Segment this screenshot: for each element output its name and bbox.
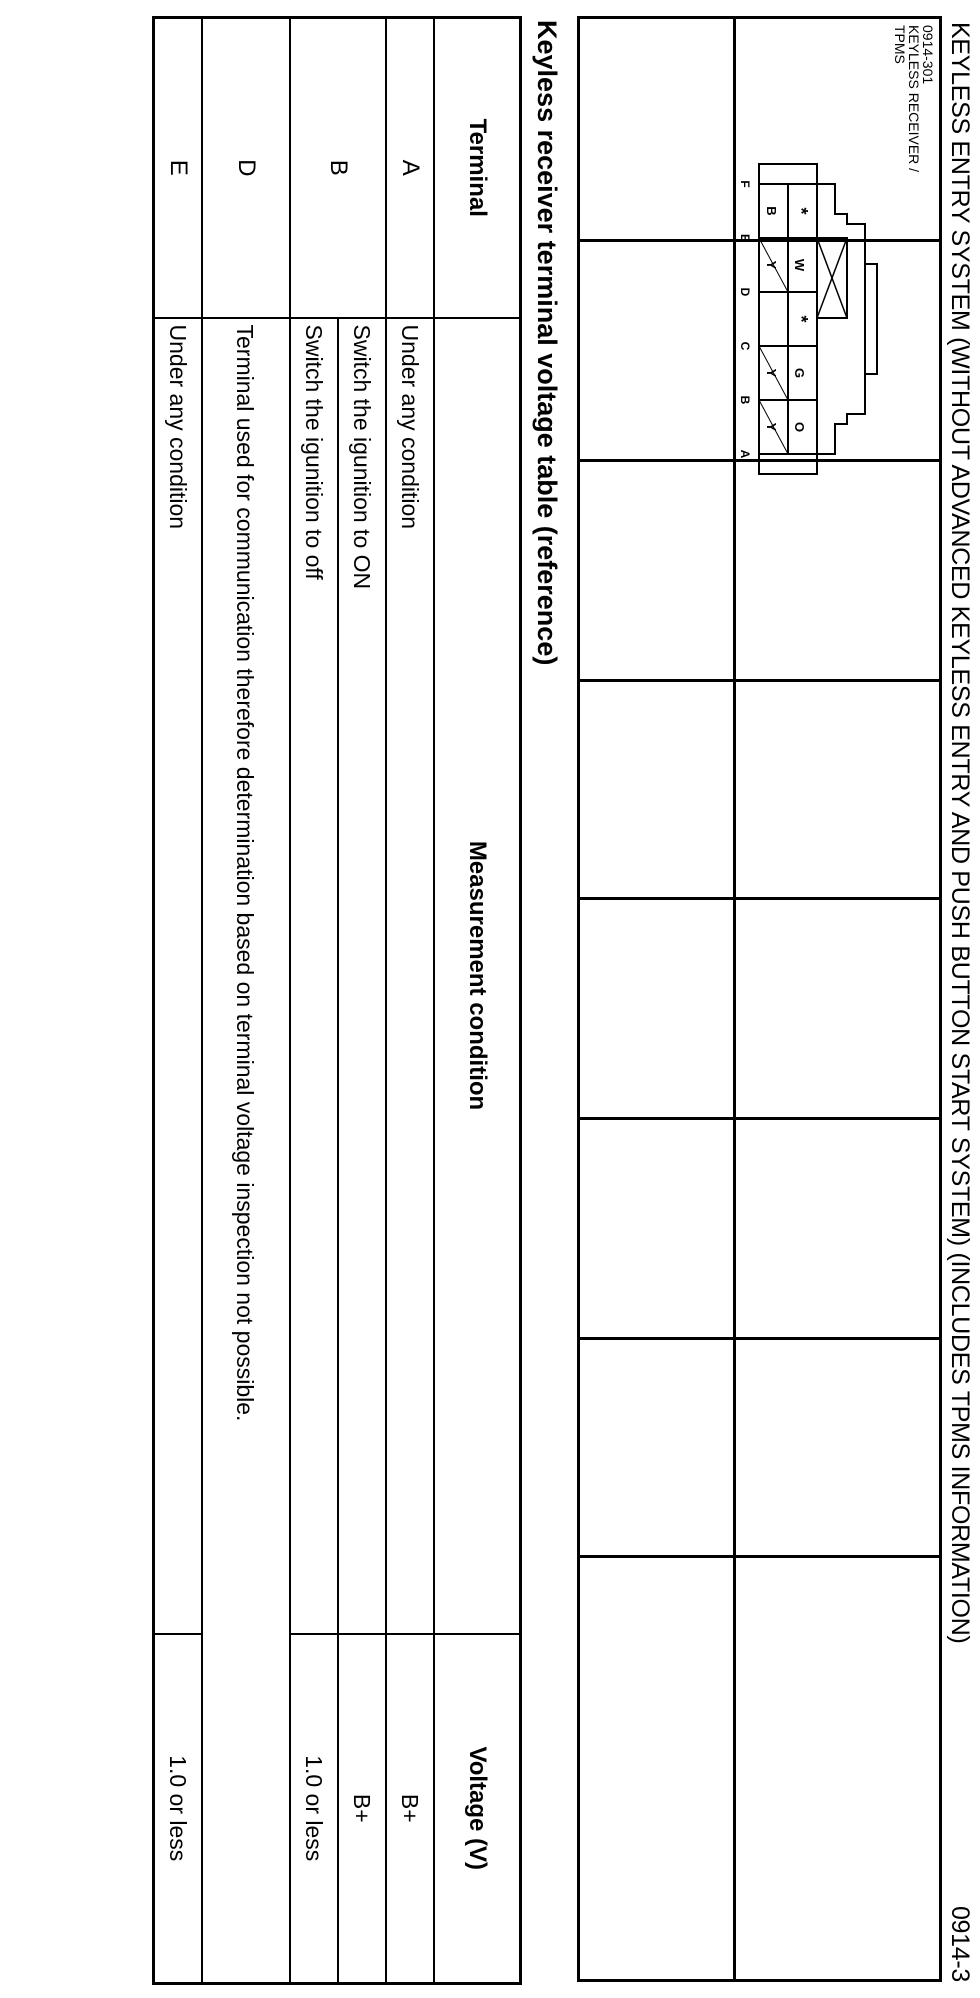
pin-label: G bbox=[792, 367, 807, 379]
pin-letter: E bbox=[738, 233, 752, 243]
pin-label: B bbox=[764, 206, 779, 216]
terminal-cell: B bbox=[290, 18, 386, 318]
grid-divider bbox=[580, 897, 939, 900]
pin-label: * bbox=[791, 315, 811, 323]
voltage-table bbox=[152, 16, 522, 1985]
connector-name-line1: KEYLESS RECEIVER / bbox=[906, 25, 922, 173]
table-title: Keyless receiver terminal voltage table (reference) bbox=[532, 20, 562, 666]
connector-code: 0914-301 bbox=[920, 25, 936, 85]
pin-letter: A bbox=[738, 449, 752, 459]
grid-divider bbox=[733, 19, 736, 1979]
condition-cell: Switch the igunition to ON bbox=[338, 318, 386, 1634]
grid-divider bbox=[580, 1555, 939, 1558]
pin-label: Y bbox=[764, 260, 779, 270]
condition-cell: Terminal used for communication therefore determination based on terminal voltage inspection not possible. bbox=[202, 318, 290, 1984]
header-terminal: Terminal bbox=[434, 18, 521, 318]
pin-label: * bbox=[791, 207, 811, 215]
voltage-cell: 1.0 or less bbox=[154, 1634, 203, 1984]
grid-divider bbox=[580, 1337, 939, 1340]
table-row bbox=[386, 18, 434, 1984]
page-number: 0914-3 bbox=[946, 1905, 974, 1982]
connector-name-line2: TPMS bbox=[892, 25, 908, 64]
connector-grid bbox=[577, 16, 942, 1982]
page-header bbox=[945, 22, 974, 1982]
connector-diagram bbox=[737, 154, 887, 504]
terminal-cell: A bbox=[386, 18, 434, 318]
voltage-cell: B+ bbox=[338, 1634, 386, 1984]
connector-latch bbox=[865, 264, 877, 374]
table-row bbox=[338, 18, 386, 1984]
pin-label: Y bbox=[764, 422, 779, 432]
terminal-cell: E bbox=[154, 18, 203, 318]
pin-letter: C bbox=[738, 341, 752, 351]
pin-letter: F bbox=[738, 180, 752, 188]
terminal-cell: D bbox=[202, 18, 290, 318]
header-voltage: Voltage (V) bbox=[434, 1634, 521, 1984]
table-row bbox=[154, 18, 203, 1984]
pin-label: W bbox=[792, 258, 807, 272]
condition-cell: Switch the igunition to off bbox=[290, 318, 338, 1634]
connector-drawing bbox=[737, 154, 887, 504]
voltage-cell: B+ bbox=[386, 1634, 434, 1984]
page-title: KEYLESS ENTRY SYSTEM (WITHOUT ADVANCED KEYLESS ENTRY AND PUSH BUTTON START SYSTEM) (INCLUDES TPMS INFORMATION) bbox=[946, 22, 974, 1644]
pin-letter: D bbox=[738, 287, 752, 297]
pin-label: Y bbox=[764, 368, 779, 378]
pin-label: O bbox=[792, 421, 807, 433]
grid-divider bbox=[580, 679, 939, 682]
voltage-cell: 1.0 or less bbox=[290, 1634, 338, 1984]
table-header-row bbox=[434, 18, 521, 1984]
table-row bbox=[202, 18, 290, 1984]
condition-cell: Under any condition bbox=[386, 318, 434, 1634]
header-condition: Measurement condition bbox=[434, 318, 521, 1634]
grid-divider bbox=[580, 1117, 939, 1120]
condition-cell: Under any condition bbox=[154, 318, 203, 1634]
connector-label bbox=[893, 25, 935, 172]
pin-letter: B bbox=[738, 395, 752, 405]
